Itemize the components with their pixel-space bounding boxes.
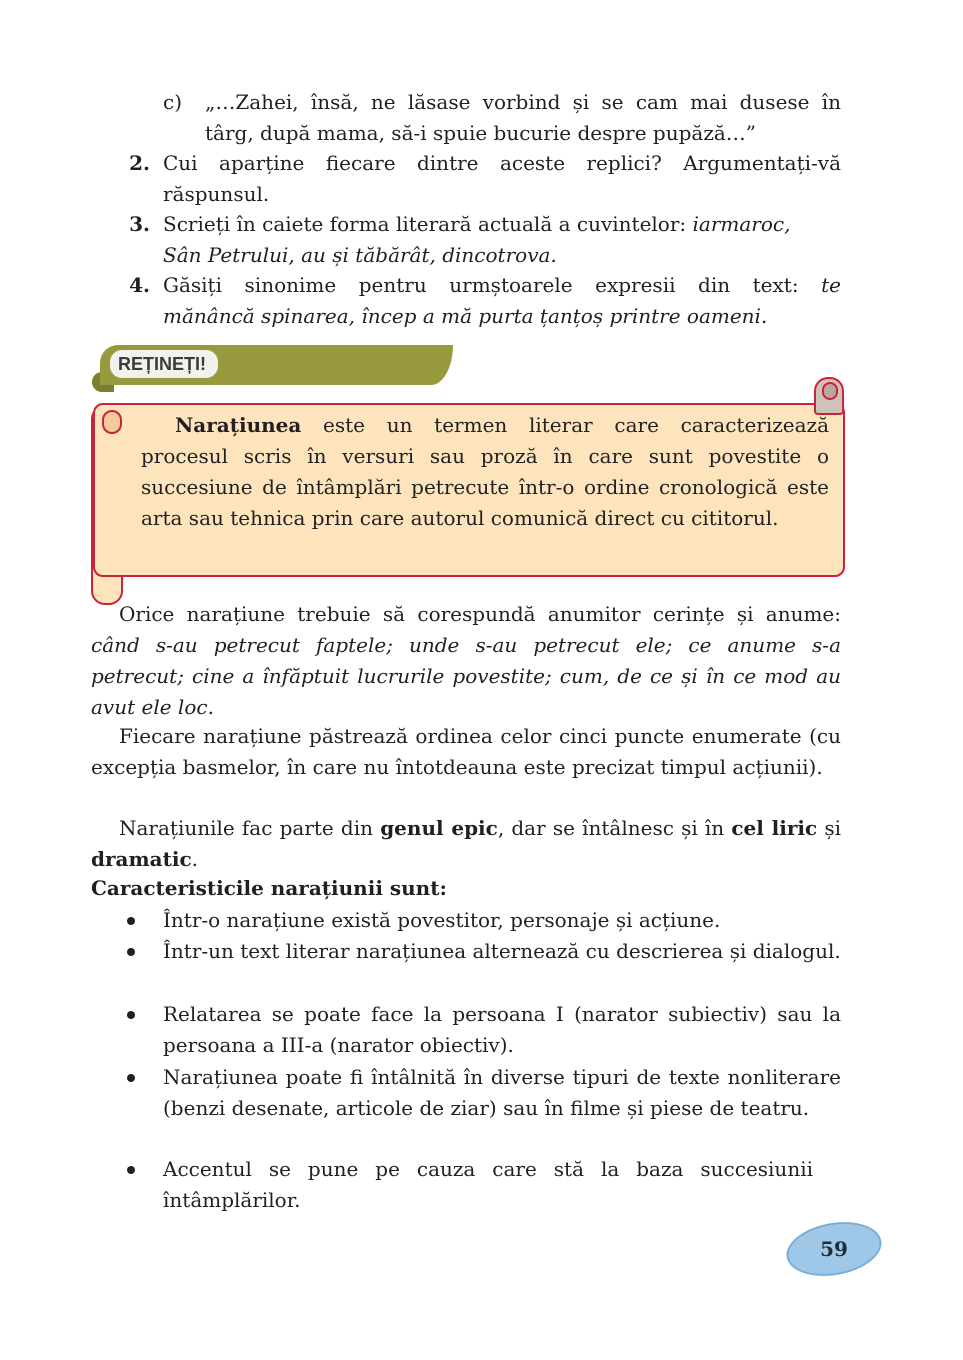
question-4-number: 4. [129,273,150,297]
question-3-text: Scrieți în caiete forma literară actuală a cuvintelor: [163,212,693,236]
paragraph-1-intro: Orice narațiune trebuie să corespundă anumitor cerințe și anume: [119,602,841,626]
bullet-icon [127,948,135,956]
bullet-icon [127,1074,135,1082]
bullet-icon [127,917,135,925]
definition-term: Narațiunea [175,413,302,437]
exercise-item-c-line1: „…Zahei, însă, ne lăsase vorbind și se cam mai dusese în [205,90,841,114]
question-4-text: Găsiți sinonime pentru urmștoarele expresii din text: [163,273,822,297]
paragraph-1 [91,599,841,723]
exercise-item-c-marker: c) [163,90,183,114]
page-number: 59 [820,1237,848,1261]
scroll-left-curl [102,410,122,434]
retine-label: REȚINEȚI! [110,350,218,378]
paragraph-3-g: . [191,847,198,871]
scroll-right-curl [822,382,838,400]
question-4-expr-a: te [821,273,841,297]
genul-epic: genul epic [380,816,498,840]
list-item: Într-o narațiune există povestitor, personaje și acțiune. [163,908,721,932]
list-item: Narațiunea poate fi întâlnită în diverse tipuri de texte nonliterare (benzi desenate, articole de ziar) sau în filme și piese de teatru. [163,1065,841,1120]
question-4-expr-b: mănâncă spinarea, încep a mă purta țanțoș printre oameni. [163,304,768,328]
paragraph-3 [91,813,841,875]
paragraph-1-questions: când s-au petrecut faptele; unde s-au petrecut ele; ce anume s-a petrecut; cine a înfăptuit lucrurile povestite; cum, de ce și în ce mod au avut ele loc [91,633,841,719]
list-item: Accentul se pune pe cauza care stă la baza succesiunii întâmplărilor. [163,1157,813,1212]
definition-text [141,410,829,534]
definition-body: este un termen literar care caracterizează procesul scris în versuri sau proză în care sunt povestite o succesiune de întâmplări petrecute într-o ordine cronologică este arta sau tehnica prin care autorul comunică direct cu cititorul. [141,413,829,530]
question-3-words-b: Sân Petrului, au și tăbărât, dincotrova. [163,243,557,267]
characteristics-heading: Caracteristicile narațiunii sunt: [91,876,447,900]
exercise-item-c-line2: târg, după mama, să-i spuie bucurie despre pupăză…” [205,121,757,145]
question-3-line1 [163,209,841,240]
question-2-number: 2. [129,151,150,175]
paragraph-2: Fiecare narațiune păstrează ordinea celor cinci puncte enumerate (cu excepția basmelor, în care nu întotdeauna este precizat timpul acțiunii). [91,724,841,779]
bullet-icon [127,1166,135,1174]
paragraph-1-end: . [207,695,214,719]
question-3-words-a: iarmaroc, [692,212,791,236]
list-item: Într-un text literar narațiunea alternează cu descrierea și dialogul. [163,939,841,963]
dramatic: dramatic [91,847,192,871]
question-2-line2: răspunsul. [163,182,270,206]
paragraph-3-a: Narațiunile fac parte din [119,816,381,840]
bullet-icon [127,1011,135,1019]
cel-liric: cel liric [731,816,818,840]
question-4-line1 [163,270,841,301]
paragraph-3-e: și [817,816,841,840]
question-2-line1: Cui aparține fiecare dintre aceste replici? Argumentați-vă [163,151,841,175]
paragraph-3-c: , dar se întâlnesc și în [497,816,732,840]
question-3-number: 3. [129,212,150,236]
list-item: Relatarea se poate face la persoana I (narator subiectiv) sau la persoana a III-a (narator obiectiv). [163,1002,841,1057]
